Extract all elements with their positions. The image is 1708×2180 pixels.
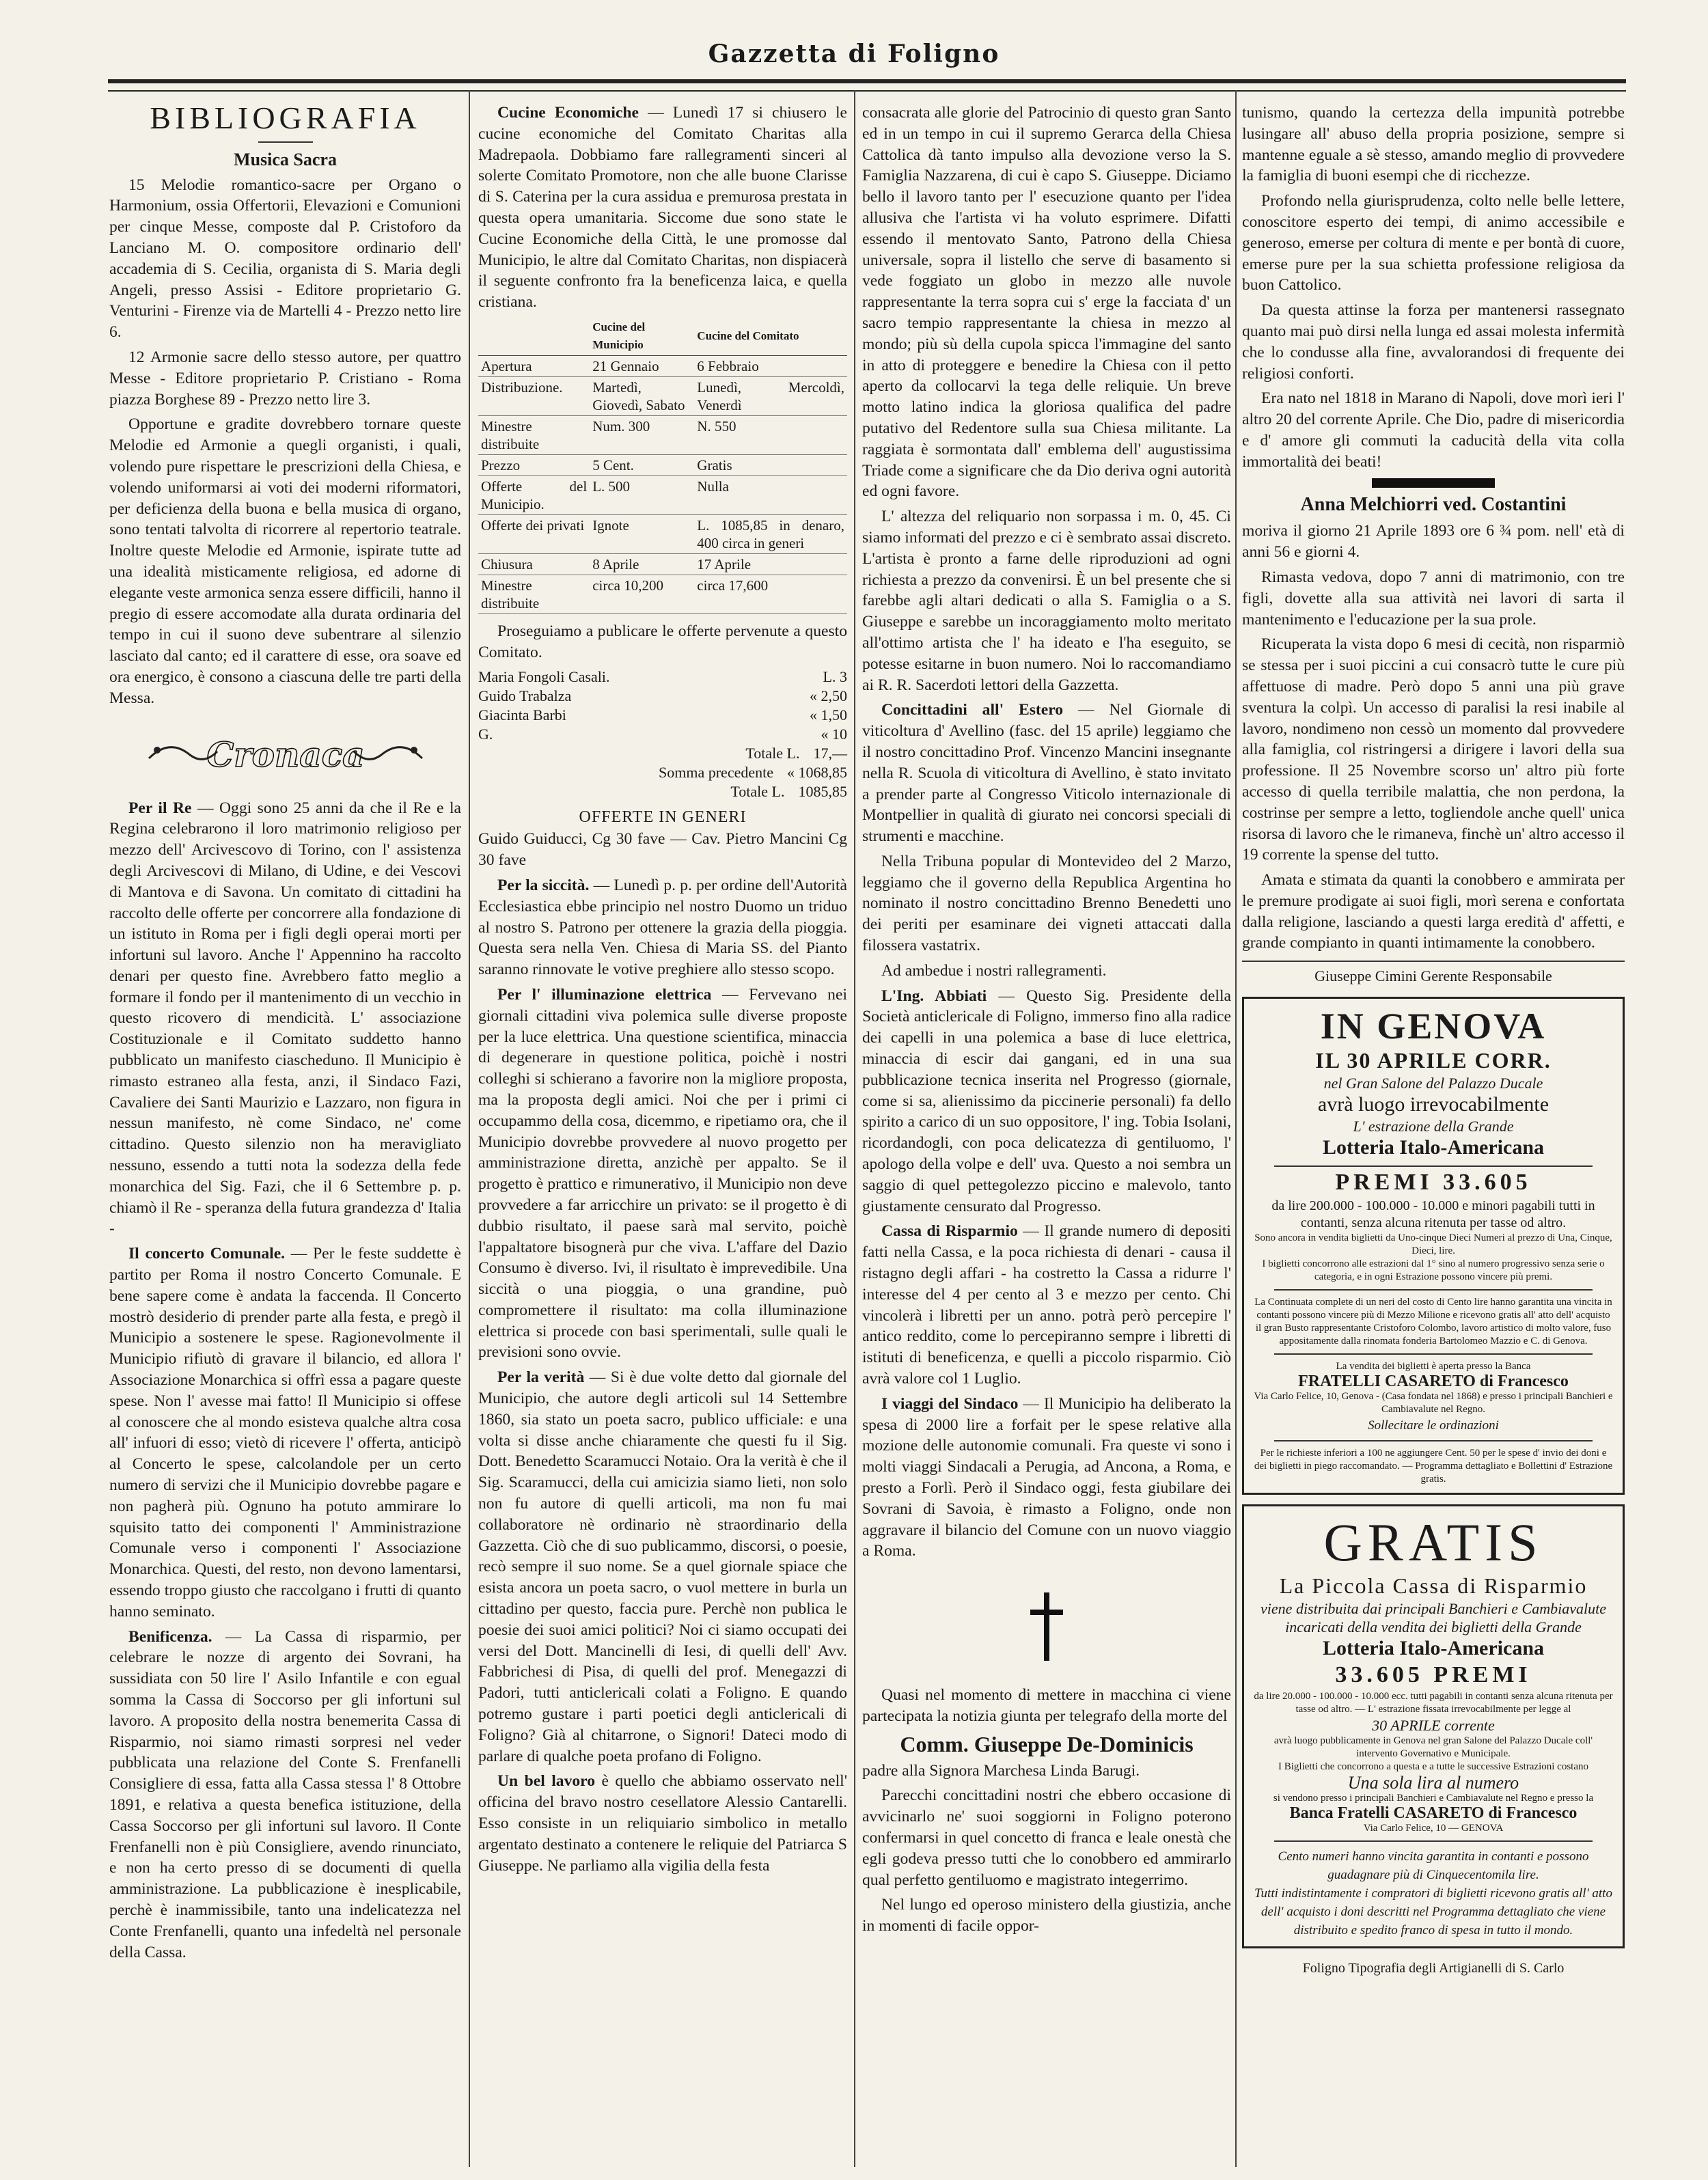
article-benificenza <box>109 1627 461 1963</box>
headline: Un bel lavoro <box>497 1772 596 1791</box>
ad-text: La Piccola Cassa di Risparmio <box>1279 1573 1588 1598</box>
donor-name: Maria Fongoli Casali. <box>478 667 610 685</box>
donor-name: G. <box>478 725 493 743</box>
article-per-il-re <box>109 798 461 1240</box>
ad-text: Via Carlo Felice, 10, Genova - (Casa fondata nel 1868) e presso i principali Banchieri e Cambiavalute nel Regno. <box>1254 1390 1613 1415</box>
column-1 <box>109 102 461 1967</box>
table-cell: Martedì, Giovedì, Sabato <box>590 376 694 415</box>
cronaca-label: Cronaca <box>206 734 365 775</box>
divider <box>1274 1165 1593 1167</box>
obituary-bar <box>1372 478 1495 488</box>
paragraph: 12 Armonie sacre dello stesso autore, per quattro Messe - Editore proprietario P. Cristiano - Roma piazza Borghese 89 - Prezzo netto lire 3. <box>109 348 461 409</box>
ad-text: avrà luogo pubblicamente in Genova nel gran Salone del Palazzo Ducale coll' intervento Governativo e Municipale. <box>1273 1735 1593 1759</box>
table-header <box>478 317 590 356</box>
headline: Cassa di Risparmio <box>881 1222 1018 1241</box>
divider <box>1274 1840 1593 1842</box>
divider <box>258 141 313 143</box>
table-row <box>478 514 847 553</box>
totale-row <box>478 782 847 801</box>
somma-row <box>478 763 847 782</box>
paragraph: Da questa attinse la forza per mantenersi rassegnato quanto mai può dirsi nella lunga ed assai molesta infermità che lo condusse alla fine, avvalorandosi di frequente dei religiosi conforti. <box>1242 301 1625 383</box>
ad-lotteria-name: Lotteria Italo-Americana <box>1322 1636 1545 1659</box>
article-text: — Fervevano nei giornali cittadini viva polemica sulle diverse proposte per la luce elettrica. Una questione scientifica, minaccia di degenerare in questione politica, poichè i nostri colleghi si schierano a favorire non la migliore proposta, ma la proposta degli amici. Noi che per i primi ci occupammo della cosa, dicemmo, e ripetiamo ora, che il Municipio dovrebbe provvedere al nuovo progetto per amministrazione diretta, anzichè per appalto. Se il progetto è prattico e rimunerativo, il Municipio non deve provvedere a far arricchire un privato: se il progetto è di dubbio risultato, il paese sarà mal servito, poichè l'appaltatore bisognerà pur che viva. L'affare del Dazio Consumo è diverso. Ivi, il risultato è imprevedibile. Una siccità o una pioggia, o una grandine, può compromettere il risultato: ma colla illuminazione elettrica si procede con basi sperimentali, sulle quali le previsioni sono ovvie. <box>478 985 848 1362</box>
article-text: — Oggi sono 25 anni da che il Re e la Regina celebrarono il loro matrimonio religioso per mezzo dell' Arcivescovo di Torino, con l' assistenza degli Arcivescovi di Milano, di Udine, e dei Vescovi di Mantova e di Savona. Un comitato di cittadini ha raccolto delle offerte per concorrere alla fondazione di un istituto in Roma per i figli degli operai morti per infortuni sul lavoro. Anche l' Appennino ha raccolto denari per questo fine. Avrebbero fatto meglio a formare il fondo per il mantenimento di un vecchio in questo ricovero di mendicità. L' associazione Costituzionale e il Comitato suddetto hanno pubblicato un manifesto ciascheduno. Il Municipio è rimasto estraneo alla festa, anzi, il Sindaco Fazi, Cavaliere dei Santi Maurizio e Lazzaro, non figura in nessun manifesto, nè come Sindaco, ne' come cittadino. Questo silenzio non ha meravigliato nessuno, essendo a tutti nota la sodezza della fede monarchica del Sig. Fazi, che il 6 Settembre p. p. chiamò il Re - speranza della futura grandezza d' Italia - <box>109 799 461 1238</box>
totale-label: Totale L. <box>730 782 785 800</box>
table-row <box>478 376 847 415</box>
headline: Concittadini all' Estero <box>881 701 1064 719</box>
column-3 <box>862 102 1231 1941</box>
ad-bank-name: FRATELLI CASARETO di Francesco <box>1298 1372 1569 1390</box>
gerente-line: Giuseppe Cimini Gerente Responsabile <box>1242 961 1625 987</box>
ad-text: I biglietti concorrono alle estrazioni dal 1° sino al numero progressivo senza serie o categoria, e in ogni Estrazione possono vincere più premi. <box>1262 1258 1605 1282</box>
table-cell: Ignote <box>590 514 694 553</box>
table-row <box>478 553 847 575</box>
donor-name: Guido Trabalza <box>478 687 572 704</box>
ad-lotteria-name: Lotteria Italo-Americana <box>1322 1136 1545 1159</box>
paragraph: moriva il giorno 21 Aprile 1893 ore 6 ¾ pom. nell' età di anni 56 e giorni 4. <box>1242 522 1625 562</box>
divider <box>1274 1440 1593 1441</box>
printer-footer: Foligno Tipografia degli Artigianelli di S. Carlo <box>1302 1960 1565 1976</box>
article-abbiati <box>862 986 1231 1217</box>
table-cell: Chiusura <box>478 553 590 575</box>
paragraph: Era nato nel 1818 in Marano di Napoli, dove morì ieri l' altro 20 del corrente Aprile. Che Dio, padre di misericordia e d' amore gli commuti la caducità della vita colla immortalità dei beati! <box>1242 389 1625 471</box>
article-bel-lavoro <box>478 1771 847 1876</box>
list-item <box>478 725 847 744</box>
deceased-name: Comm. Giuseppe De-Dominicis <box>900 1731 1194 1756</box>
cronaca-banner <box>109 724 461 786</box>
table-cell: circa 17,600 <box>694 575 847 613</box>
ad-text: nel Gran Salone del Palazzo Ducale <box>1323 1075 1543 1092</box>
paragraph: Nella Tribuna popular di Montevideo del 2 Marzo, leggiamo che il governo della Republica Argentina ho nominato il nostro concittadino Brenno Benedetti uno dei periti per esaminare dei vigneti attaccati dalla filossera vastatrix. <box>862 852 1231 955</box>
list-item <box>478 667 847 687</box>
ad-text: Sono ancora in vendita biglietti da Uno-cinque Dieci Numeri al prezzo di Una, Cinque, Dieci, lire. <box>1254 1232 1612 1256</box>
headline: Per la siccità. <box>497 876 590 894</box>
article-verita <box>478 1367 847 1767</box>
paragraph: padre alla Signora Marchesa Linda Barugi. <box>862 1761 1140 1780</box>
advertisement-gratis <box>1242 1504 1625 1948</box>
paragraph: L' altezza del reliquario non sorpassa i m. 0, 45. Ci siamo informati del prezzo e ci è sembrato assai discreto. L'artista è pronto a farne delle riproduzioni ad ogni richiesta a prezzo da convenirsi. È un bel presente che si farebbe agli altari dedicati o alla S. Famiglia o a S. Giuseppe e sarebbe un incoraggiamento molto meritato all'ottimo artista che l' ha ideato e l'ha eseguito, se potesse esitarne in buon numero. Noi lo raccomandiamo ai R. R. Sacerdoti lettori della Gazzetta. <box>862 508 1231 694</box>
article-text: — Questo Sig. Presidente della Società anticlericale di Foligno, immerso fino alla radice dei capelli in una polemica a base di luce elettrica, minaccia di escir dai gangani, ed in una sua pubblicazione tecnica inserita nel Progresso (giornale, come si sa, alienissimo da piccinerie personali) fa dello spirito a carico di un suo oppositore, l' ing. Tobia Isolani, ricordandogli, con poca delicatezza di gentiluomo, l' apologo della volpe e dell' uva. Questo a noi sembra un saggio di quel pettegolezzo piccino e malevolo, tanto giustamente censurato dal Progresso. <box>862 986 1231 1215</box>
ad-text: Per le richieste inferiori a 100 ne aggiungere Cent. 50 per le spese d' invio dei doni e dei biglietti in piego raccomandato. — Programma dettagliato e Bollettini d' Estrazione gratis. <box>1254 1447 1613 1485</box>
column-2 <box>478 102 847 1880</box>
column-divider <box>469 90 470 2167</box>
article-estero <box>862 700 1231 847</box>
paragraph: Opportune e gradite dovrebbero tornare queste Melodie ed Armonie a quegli organisti, i quali, volendo pure rispettare le prescrizioni della Chiesa, e volendo uniformarsi ai voti dei moderni riformatori, per deficienza della buona e bella musica di organo, sono tentati talvolta di ricorrere al repertorio teatrale. Inoltre queste Melodie ed Armonie, ispirate tutte ad una idealità misticamente religiosa, ed adorne di elegante veste armonica senza essere difficili, hanno il pregio di essere accomodate alla durata ordinaria del tempo in cui il suono deve subentrare al silenzio lasciato dal canto; ed il carattere di esse, ora soave ed ora energico, è consono a ciascuna delle tre parti della Messa. <box>109 415 461 707</box>
cronaca-ornament-icon <box>142 724 429 786</box>
table-cell: Offerte dei privati <box>478 514 590 553</box>
ad-text: Via Carlo Felice, 10 — GENOVA <box>1363 1822 1504 1834</box>
headline: Per il Re <box>128 799 192 817</box>
donor-amount: « 10 <box>821 725 847 743</box>
table-cell: L. 1085,85 in denaro, 400 circa in generi <box>694 514 847 553</box>
somma-label: Somma precedente <box>659 763 773 781</box>
article-cassa <box>862 1221 1231 1389</box>
table-row <box>478 454 847 475</box>
paragraph: Parecchi concittadini nostri che ebbero occasione di avvicinarlo ne' suoi soggiorni in Foligno poterono confermarsi in quel concetto di franca e leale onestà che egli godeva presso tutti che lo conobbero ed ammirarlo qual perfetto gentiluomo e magistrato integerrimo. <box>862 1786 1231 1889</box>
offerte-generi-title: OFFERTE IN GENERI <box>579 808 747 826</box>
article-text: — Per le feste suddette è partito per Roma il nostro Concerto Comunale. E bene sapere come è andata la faccenda. Il Concerto mostrò desiderio di prender parte alla festa, e pregò il Municipio a sostenere le spese. Ragionevolmente il Municipio rifiutò di gravare il bilancio, ed allora l' Associazione Monarchica si offrì essa a pagare queste spese. Non l' avesse mai fatto! Il Municipio si offese al conoscere che al mondo esisteva qualche altra cosa all' infuori di esso; vietò di ricevere l' offerta, anticipò al Concerto le spese, calcolandole per un certo numero di servizi che il Municipio dovrebbe pagare e non pagherà più. Ognuno ha potuto ammirare lo squisito tatto dei componenti l' Amministrazione Comunale verso i componenti l' Associazione Monarchica. Questi, del resto, non devono lamentarsi, essendo troppo giusto che raccolgano i frutti di quanto hanno seminato. <box>109 1245 461 1620</box>
table-cell: Distribuzione. <box>478 376 590 415</box>
headline: Per la verità <box>497 1368 585 1387</box>
table-cell: N. 550 <box>694 415 847 454</box>
list-item <box>478 687 847 706</box>
headline: I viaggi del Sindaco <box>881 1394 1019 1413</box>
article-text: — La Cassa di risparmio, per celebrare le nozze di argento dei Sovrani, ha sussidiata con 50 lire l' Asilo Infantile e con egual somma la Cassa di Soccorso per gli infortuni sul lavoro. A proposito della nostra benemerita Cassa di Risparmio, noi siamo rimasti sorpresi nel veder pubblicata una relazione del Conte S. Frenfanelli Consigliere di essa, fatta alla Cassa stessa l' 8 Ottobre 1891, e relativa a questa benefica istituzione, della Cassa Soccorso per gli infortuni sul lavoro. Il Conte Frenfanelli non è più Consigliere, avendo rinunciato, e non ha certo presso di se documenti di quella amministrazione. La pubblicazione è inesplicabile, perchè è inammissibile, tanto una indelicatezza nel Conte Frenfanelli, quanto una infedeltà nel personale della Cassa. <box>109 1627 461 1961</box>
table-cell: Minestre distribuite <box>478 415 590 454</box>
table-cell: Gratis <box>694 454 847 475</box>
article-siccita <box>478 875 847 980</box>
paragraph: Ad ambedue i nostri rallegramenti. <box>881 961 1107 980</box>
paragraph: consacrata alle glorie del Patrocinio di questo gran Santo ed in un tempo in cui il supremo Gerarca della Chiesa Cattolica dà tanto impulso alla devozione verso la S. Famiglia Nazzarena, di cui è capo S. Giuseppe. Diciamo bello il lavoro tanto per l' esecuzione quanto per l'idea allusiva che l'artista vi ha voluto esprimere. Difatti essendo il mentovato Santo, Patrono della Chiesa universale, sopra il listello che serve di basamento si vede foggiato un globo in mezzo alle nuvole rappresentante la terra sopra cui s' erge la facciata d' un sacro tempio rappresentante la chiesa in mezzo al mondo; più sù della cupola spicca l'immagine del santo in atto di proteggere e benedire la Chiesa con il petto aperto da collocarvi la tega delle reliquie. Un breve motto latino indica la gloriosa qualifica del padre putativo del Redentore sulla sua Chiesa militante. La raggiata è sormontata dall' emblema dell' augustissima Triade come a significare che da Dio deriva ogni autorità ed ogni favore. <box>862 104 1231 501</box>
ad-text: 30 APRILE corrente <box>1372 1716 1495 1734</box>
article-text: — Lunedì 17 si chiusero le cucine economiche del Comitato Charitas alla Madrepaola. Dobbiamo fare rallegramenti sinceri al solerte Comitato Promotore, non che alle buone Clarisse di S. Caterina per la cura assidua e premurosa prestata in questa opera umanitaria. Siccome due sono state le Cucine Economiche della Città, le une promosse dal Municipio, le altre dal Comitato Charitas, non dispiacerà il seguente confronto fra la beneficenza laica, e quella cristiana. <box>478 104 847 312</box>
table-cell: Lunedì, Mercoldì, Venerdì <box>694 376 847 415</box>
paragraph: Profondo nella giurisprudenza, colto nelle belle lettere, conoscitore esperto dei tempi, di animo accessibile e generoso, emerse per coltura di mente e per bontà di cuore, emerse pure per la sua schietta professione religiosa da buon Cattolico. <box>1242 192 1625 294</box>
table-header: Cucine del Comitato <box>694 317 847 356</box>
ad-text: La Continuata complete di un neri del costo di Cento lire hanno garantita una vincita in contanti possono vincere più di Mezzo Milione e ricevono gratis all' atto dell' acquisto il gran Busto rappresentante Cristoforo Colombo, lavoro artistico di molto valore, fuso appositamente dalla rinomata fonderia Bartolomeo Mazzio e C. di Genova. <box>1254 1296 1612 1347</box>
paragraph: Rimasta vedova, dopo 7 anni di matrimonio, con tre figli, dovette alla sua attività nei lavori di sarta il mantenimento e l'educazione per la sua prole. <box>1242 568 1625 629</box>
paragraph: Proseguiamo a publicare le offerte pervenute a questo Comitato. <box>478 622 847 661</box>
list-item <box>478 706 847 725</box>
ad-text: Tutti indistintamente i compratori di biglietti ricevono gratis all' atto dell' acquisto i doni descritti nel Programma dettagliato che viene distribuito e spedito franco di spesa in tutto il mondo. <box>1254 1886 1612 1937</box>
paragraph: Ricuperata la vista dopo 6 mesi di cecità, non risparmiò se stessa per i suoi piccini a cui consacrò tutte le cure più affettuose di madre. Però dopo 5 anni una più grave sventura la colpì. Un accesso di paralisi la resi inabile al lavoro, nondimeno non cessò un momento dal provvedere alla famiglia, col ristringersi a dirigere i lavori della sua professione. Il 25 Novembre scorso un' altro più forte accesso di quella terribile malattia, che non perdona, la costrinse per sempre a letto, togliendole anche quell' unica risorsa di lavoro che le rimaneva, finchè un' altro accesso il 19 corrente la spense del tutto. <box>1242 635 1625 864</box>
paragraph: Quasi nel momento di mettere in macchina ci viene partecipata la notizia giunta per telegrafo della morte del <box>862 1686 1231 1725</box>
table-cell: circa 10,200 <box>590 575 694 613</box>
ad-text: viene distribuita dai principali Banchieri e Cambiavalute incaricati della vendita dei biglietti della Grande <box>1261 1599 1606 1636</box>
table-cell: 5 Cent. <box>590 454 694 475</box>
musica-sacra-title: Musica Sacra <box>234 149 337 169</box>
table-cell: 8 Aprile <box>590 553 694 575</box>
article-text: è quello che abbiamo osservato nell' officina del bravo nostro cesellatore Alessio Cantarelli. Esso consiste in un reliquiario simbolico in metallo argentato destinato a contenere le reliquie del Patriarca S Giuseppe. Ne parliamo alla vigilia della festa <box>478 1772 847 1875</box>
divider <box>1274 1353 1593 1355</box>
ad-text: L' estrazione della Grande <box>1353 1118 1514 1135</box>
paragraph: Guido Guiducci, Cg 30 fave — Cav. Pietro Mancini Cg 30 fave <box>478 830 847 870</box>
table-row <box>478 575 847 613</box>
ad-text: La vendita dei biglietti è aperta presso la Banca <box>1336 1360 1531 1372</box>
paragraph: tunismo, quando la certezza della impunità potrebbe lusingare all' abuso della propria posizione, sempre si mantenne eguale a sè stesso, amando meglio di provvedere la famiglia di buoni esempi che di ricchezze. <box>1242 104 1625 185</box>
cross-icon <box>1026 1589 1067 1664</box>
headline: L'Ing. Abbiati <box>881 986 987 1005</box>
totale-value: 17,— <box>813 744 847 762</box>
ad-date: IL 30 APRILE CORR. <box>1315 1048 1552 1073</box>
masthead-rule <box>108 79 1626 92</box>
ad-premi: 33.605 PREMI <box>1335 1661 1532 1687</box>
table-cell: L. 500 <box>590 475 694 514</box>
donor-name: Giacinta Barbi <box>478 706 566 723</box>
advertisement-lotteria <box>1242 997 1625 1495</box>
paragraph: 15 Melodie romantico-sacre per Organo o Harmonium, ossia Offertorii, Elevazioni e Comunioni per cinque Messe, composte dal P. Cristoforo da Lanciano M. O. compositore ordinario dell' accademia di S. Cecilia, organista di S. Maria degli Angeli, presso Assisi - Editore proprietario G. Venturini - Firenze via de Martelli 4 - Prezzo netto lire 6. <box>109 176 461 342</box>
ad-headline: GRATIS <box>1323 1512 1543 1572</box>
table-row <box>478 475 847 514</box>
table-cell: Prezzo <box>478 454 590 475</box>
bibliografia-title: BIBLIOGRAFIA <box>150 100 421 135</box>
article-cucine <box>478 102 847 313</box>
table-cell: Nulla <box>694 475 847 514</box>
article-illuminazione <box>478 984 847 1363</box>
donor-amount: L. 3 <box>823 667 847 685</box>
table-cell: 21 Gennaio <box>590 355 694 376</box>
ad-text: Una sola lira al numero <box>1347 1772 1519 1793</box>
headline: Cucine Economiche <box>497 104 639 122</box>
article-text: — Il Municipio ha deliberato la spesa di 2000 lire a forfait per le spese relative alla mozione delle autonomie comunali. Fra queste vi sono i molti viaggi Sindacali a Perugia, ad Ancona, a Roma, e presto a Forlì. Però il Sindaco oggi, festa giubilare dei Sovrani di Savoia, è rimasto a Foligno, onde non aggravare il bilancio del Comune con un nuovo viaggio a Roma. <box>862 1394 1231 1560</box>
totale-label: Totale L. <box>745 744 800 762</box>
totale-value: 1085,85 <box>798 782 847 800</box>
paragraph: Amata e stimata da quanti la conobbero e ammirata per le premure prodigate ai suoi figli, morì serena e confortata dalla religione, lasciando a questi larga eredità d' affetti, e grande compianto in quanti intimamente la conobbero. <box>1242 871 1625 952</box>
ad-text: da lire 20.000 - 100.000 - 10.000 ecc. tutti pagabili in contanti senza alcuna ritenuta per tasse od altro. — L' estrazione fissata irrevocabilmente per legge al <box>1254 1690 1613 1715</box>
ad-text: I Biglietti che concorrono a questa e a tutte le successive Estrazioni costano <box>1278 1761 1588 1772</box>
table-cell: Num. 300 <box>590 415 694 454</box>
cucine-comparison-table <box>478 317 847 614</box>
article-concerto <box>109 1243 461 1622</box>
table-cell: Apertura <box>478 355 590 376</box>
totale-row <box>478 744 847 763</box>
article-viaggi <box>862 1394 1231 1562</box>
headline: Benificenza. <box>128 1627 212 1646</box>
article-text: — Lunedì p. p. per ordine dell'Autorità Ecclesiastica ebbe principio nel nostro Duomo un triduo al nostro S. Patrono per ottenere la grazia della pioggia. Questa sera nella Ven. Chiesa di Maria SS. del Pianto saranno rinnovate le votive preghiere allo stesso scopo. <box>478 876 847 979</box>
ad-premi: PREMI 33.605 <box>1335 1170 1532 1196</box>
table-cell: 6 Febbraio <box>694 355 847 376</box>
article-text: — Il grande numero di depositi fatti nella Cassa, e la poca richiesta di denari - causa il ristagno degli affari - ha costretto la Cassa a ridurre l' interesse del 4 per cento al 3 e mezzo per cento. Chi vincolerà i libretti per un anno. potrà però percepire l' antico reddito, come lo percepiranno sempre i libretti di istituti di beneficenza, e quelli a piccolo risparmio. Ciò avrà valore col 1 Luglio. <box>862 1222 1231 1388</box>
table-row <box>478 355 847 376</box>
article-text: — Nel Giornale di viticoltura d' Avellino (fasc. del 15 aprile) leggiamo che il nostro concittadino Prof. Vincenzo Mancini insegnante nella R. Scuola di viticoltura di Avellino, è stato invitato a prender parte al Congresso Viticolo internazionale di Montpellier in qualità di giurato nei concorsi speciali di strumenti e macchine. <box>862 701 1231 846</box>
ad-headline: IN GENOVA <box>1320 1006 1547 1047</box>
table-cell: Minestre distribuite <box>478 575 590 613</box>
ad-text: Sollecitare le ordinazioni <box>1368 1418 1499 1433</box>
ad-bank-name: Banca Fratelli CASARETO di Francesco <box>1289 1804 1578 1822</box>
ad-text: Cento numeri hanno vincita garantita in contanti e possono guadagnare più di Cinquecentomila lire. <box>1278 1849 1589 1882</box>
article-text: — Si è due volte detto dal giornale del Municipio, che autore degli articoli sul 14 Settembre 1860, sia stato un poeta sacro, publico ufficiale: e una volta si disse anche chiaramente che questi fu il Sig. Dott. Benedetto Scaramucci Notaio. Ora la verità è che il Sig. Scaramucci, della cui amicizia siamo lieti, non solo non fu autore di quelli articoli, ma non fu mai collaboratore nè ordinario nè straordinario della Gazzetta. Ciò che di suo publicammo, discorsi, o poesie, recò sempre il suo nome. Se a quel giornale spiace che esista ancora un poeta sacro, o vuol mettere in burla un cittadino per questo, faccia pure. Perchè non publica le poesie dei suoi amici politici? Noi ci siamo occupati dei versi del Dott. Mancinelli di Iesi, di quelli dell' Avv. Fabbrichesi di Pisa, di quelli del prof. Menegazzi di Padori, tutti anticlericali colati a Foligno. E quando potremo gustare i parti poetici degli anticlericali di Foligno? Già al chitarrone, o Signori! Dateci modo di parlare di qualche poeta profano di Foligno. <box>478 1368 847 1765</box>
table-header-row <box>478 317 847 356</box>
table-row <box>478 415 847 454</box>
obituary-name: Anna Melchiorri ved. Costantini <box>1300 493 1567 515</box>
donor-amount: « 1,50 <box>810 706 847 723</box>
paragraph: Nel lungo ed operoso ministero della giustizia, anche in momenti di facile oppor- <box>862 1896 1231 1935</box>
column-divider <box>1235 90 1237 2167</box>
donor-amount: « 2,50 <box>810 687 847 704</box>
somma-value: « 1068,85 <box>787 763 847 781</box>
column-divider <box>854 90 855 2167</box>
headline: Il concerto Comunale. <box>128 1245 286 1263</box>
ad-text: si vendono presso i principali Banchieri e Cambiavalute nel Regno e presso la <box>1273 1792 1594 1804</box>
headline: Per l' illuminazione elettrica <box>497 985 712 1004</box>
divider <box>1274 1289 1593 1291</box>
ad-text: avrà luogo irrevocabilmente <box>1317 1093 1549 1116</box>
ad-text: da lire 200.000 - 100.000 - 10.000 e minori pagabili tutti in contanti, senza alcuna ritenuta per tasse od altro. <box>1271 1198 1595 1230</box>
table-cell: 17 Aprile <box>694 553 847 575</box>
table-header: Cucine del Municipio <box>590 317 694 356</box>
table-cell: Offerte del Municipio. <box>478 475 590 514</box>
column-4 <box>1242 102 1625 1978</box>
masthead: Gazzetta di Foligno <box>708 40 1000 68</box>
